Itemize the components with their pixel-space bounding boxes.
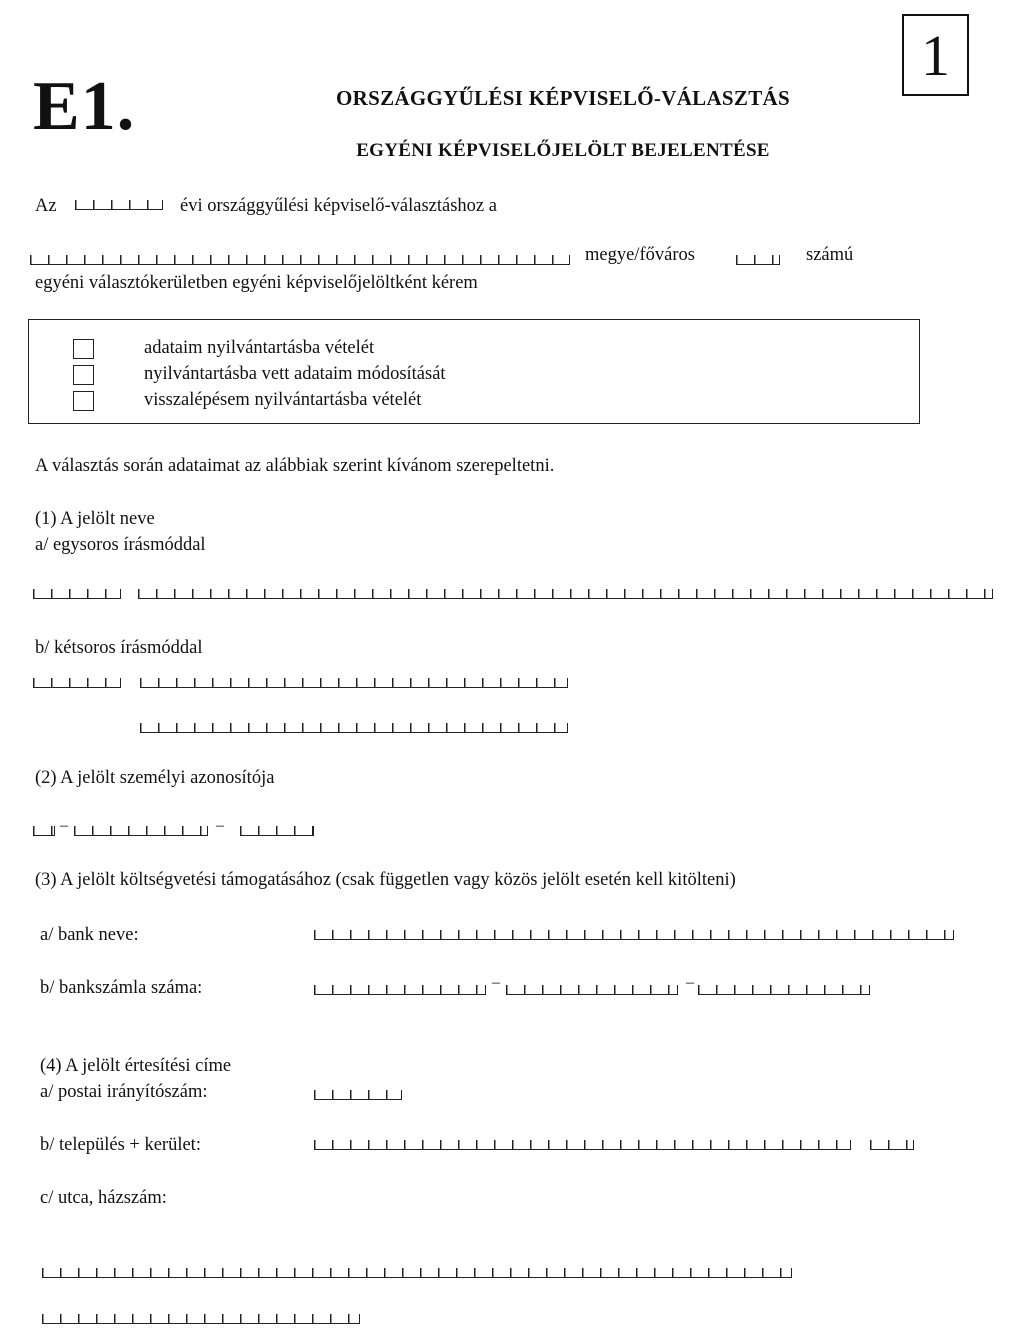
- option-register-label: adataim nyilvántartásba vételét: [144, 338, 375, 358]
- intro-az: Az: [35, 196, 57, 216]
- intro-number: számú: [806, 245, 854, 265]
- id-dash-1: –: [60, 817, 68, 834]
- bank-account-part3-field[interactable]: [698, 985, 870, 995]
- section4-c-label: c/ utca, házszám:: [40, 1188, 167, 1208]
- form-title: ORSZÁGGYŰLÉSI KÉPVISELŐ-VÁLASZTÁS: [336, 86, 790, 110]
- name-two-line-second-field[interactable]: [140, 723, 568, 733]
- form-subtitle: EGYÉNI KÉPVISELŐJELÖLT BEJELENTÉSE: [356, 140, 770, 161]
- section3-title: (3) A jelölt költségvetési támogatásához (csak független vagy közös jelölt esetén kell kitölteni): [35, 870, 736, 890]
- option-withdraw-checkbox[interactable]: [73, 391, 94, 411]
- bank-dash-1: –: [492, 974, 500, 991]
- section4-a-label: a/ postai irányítószám:: [40, 1082, 208, 1102]
- id-part3-field[interactable]: [240, 826, 314, 836]
- district-field[interactable]: [870, 1140, 914, 1150]
- street-line2-field[interactable]: [42, 1314, 360, 1324]
- id-part1-field[interactable]: [33, 826, 55, 836]
- district-number-field[interactable]: [736, 255, 780, 265]
- section3-a-label: a/ bank neve:: [40, 925, 139, 945]
- name-two-line-prefix-field[interactable]: [33, 678, 121, 688]
- id-dash-2: –: [216, 817, 224, 834]
- settlement-field[interactable]: [314, 1140, 851, 1150]
- name-single-line-field[interactable]: [138, 589, 993, 599]
- bank-account-part1-field[interactable]: [314, 985, 486, 995]
- option-register-checkbox[interactable]: [73, 339, 94, 359]
- section4-b-label: b/ település + kerület:: [40, 1135, 201, 1155]
- statement-text: A választás során adataimat az alábbiak szerint kívánom szerepeltetni.: [35, 456, 555, 476]
- bank-account-part2-field[interactable]: [506, 985, 678, 995]
- bank-name-field[interactable]: [314, 930, 954, 940]
- id-part2-field[interactable]: [74, 826, 208, 836]
- intro-county: megye/főváros: [585, 245, 695, 265]
- section1-a-label: a/ egysoros írásmóddal: [35, 535, 206, 555]
- request-options-box: [28, 319, 920, 424]
- name-two-line-first-field[interactable]: [140, 678, 568, 688]
- bank-dash-2: –: [686, 974, 694, 991]
- section3-b-label: b/ bankszámla száma:: [40, 978, 203, 998]
- intro-year-suffix: évi országgyűlési képviselő-választáshoz a: [180, 196, 497, 216]
- option-modify-checkbox[interactable]: [73, 365, 94, 385]
- year-field[interactable]: [75, 200, 163, 210]
- county-field[interactable]: [30, 255, 570, 265]
- page-number-box: 1: [902, 14, 969, 96]
- postal-code-field[interactable]: [314, 1090, 402, 1100]
- name-prefix-field[interactable]: [33, 589, 121, 599]
- option-modify-label: nyilvántartásba vett adataim módosítását: [144, 364, 446, 384]
- form-code: E1.: [33, 68, 136, 145]
- section1-b-label: b/ kétsoros írásmóddal: [35, 638, 203, 658]
- street-line1-field[interactable]: [42, 1268, 792, 1278]
- option-withdraw-label: visszalépésem nyilvántartásba vételét: [144, 390, 422, 410]
- section1-title: (1) A jelölt neve: [35, 509, 155, 529]
- intro-line3: egyéni választókerületben egyéni képviselőjelöltként kérem: [35, 273, 478, 293]
- section4-title: (4) A jelölt értesítési címe: [40, 1056, 232, 1076]
- section2-title: (2) A jelölt személyi azonosítója: [35, 768, 275, 788]
